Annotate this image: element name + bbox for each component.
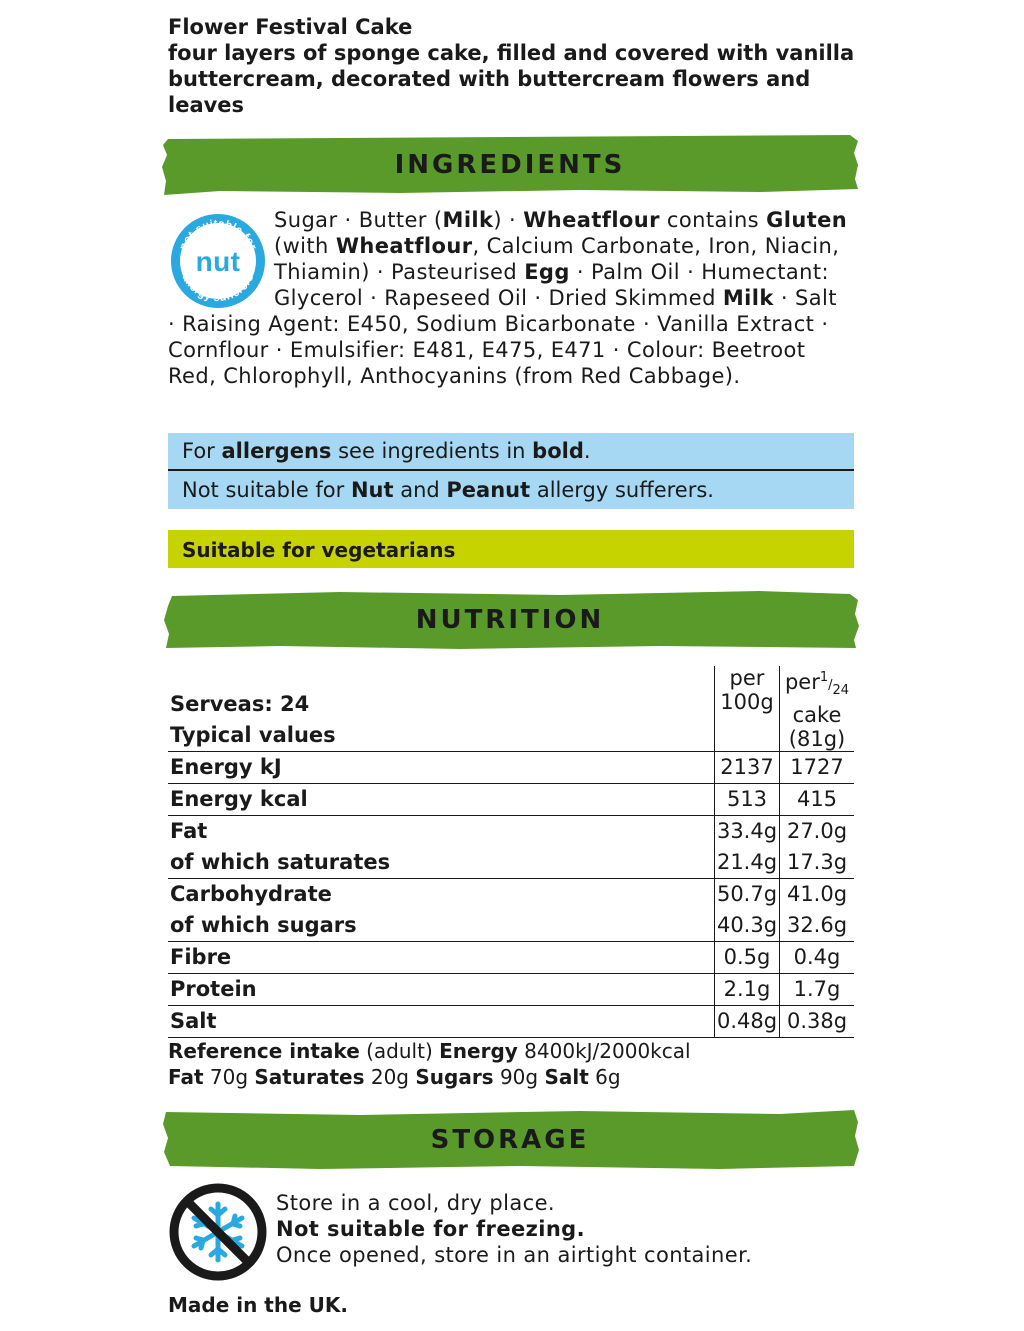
nutrition-row xyxy=(168,879,854,911)
storage-line: Once opened, store in an airtight container. xyxy=(276,1243,753,1267)
per-serving-value: 17.3g xyxy=(780,847,855,879)
per100-value: 21.4g xyxy=(715,847,780,879)
per-serving-value: 1727 xyxy=(780,752,855,784)
per100-value: 513 xyxy=(715,784,780,816)
ingredients-list xyxy=(168,207,848,389)
per100-value: 33.4g xyxy=(715,816,780,848)
nutrition-header-row xyxy=(168,666,854,752)
allergen-info-box: For allergens see ingredients in bold. xyxy=(168,433,854,469)
per-serving-value: 32.6g xyxy=(780,910,855,942)
reference-intake: Reference intake (adult) Energy 8400kJ/2000kcal Fat 70g Saturates 20g Sugars 90g Salt 6g xyxy=(168,1039,691,1089)
nutrition-row xyxy=(168,847,854,879)
allergen-wheatflour: Wheatflour xyxy=(335,234,473,258)
storage-banner xyxy=(160,1110,860,1170)
storage-heading: STORAGE xyxy=(430,1125,590,1155)
nutrient-label: Salt xyxy=(168,1006,715,1038)
allergen-egg: Egg xyxy=(524,260,570,284)
per-serving-header: $per^1/_{24}$ cake (81g) xyxy=(780,666,855,752)
nutrient-label: Energy kJ xyxy=(168,752,715,784)
nut-not-suitable-icon xyxy=(168,211,268,311)
nutrition-table xyxy=(168,666,854,1038)
per100-header: per 100g xyxy=(715,666,780,752)
ingredient-text: contains xyxy=(659,208,767,232)
nutrient-label: of which saturates xyxy=(168,847,715,879)
typical-values-label: Typical values xyxy=(170,723,336,748)
nutrient-label: Carbohydrate xyxy=(170,882,332,907)
badge-center-text: nut xyxy=(195,246,241,277)
per100-value: 40.3g xyxy=(715,910,780,942)
nutrition-row xyxy=(168,1006,854,1038)
allergen-milk: Milk xyxy=(722,286,774,310)
per100-value: 50.7g xyxy=(715,879,780,911)
ingredient-text: (with xyxy=(274,234,336,258)
per-serving-value: 27.0g xyxy=(780,816,855,848)
storage-instructions xyxy=(276,1190,876,1268)
per-serving-value: 0.4g xyxy=(780,942,855,974)
nutrition-header-label xyxy=(168,666,715,752)
per-serving-value: 41.0g xyxy=(780,879,855,911)
allergen-wheatflour: Wheatflour xyxy=(523,208,660,232)
nutrient-label: Energy kcal xyxy=(168,784,715,816)
nutrition-row xyxy=(168,942,854,974)
per-serving-value: 0.38g xyxy=(780,1006,855,1038)
product-title-block xyxy=(168,14,868,118)
nutrition-row xyxy=(168,784,854,816)
freezing-warning: Not suitable for freezing. xyxy=(276,1217,585,1241)
per100-value: 2137 xyxy=(715,752,780,784)
vegetarian-badge: Suitable for vegetarians xyxy=(168,530,854,568)
ingredient-text: · Palm Oil · Humectant: Glycerol · Rapeseed Oil · Dried Skimmed xyxy=(274,260,829,310)
per100-value: 2.1g xyxy=(715,974,780,1006)
nutrition-row xyxy=(168,910,854,942)
per100-value: 0.48g xyxy=(715,1006,780,1038)
ingredients-heading: INGREDIENTS xyxy=(394,150,626,180)
nutrient-label: Protein xyxy=(168,974,715,1006)
nutrition-row xyxy=(168,816,854,848)
nutrition-row xyxy=(168,974,854,1006)
product-description: four layers of sponge cake, filled and covered with vanilla buttercream, decorated with buttercream flowers and leaves xyxy=(168,41,855,117)
nutrient-label: Fat xyxy=(170,819,208,844)
allergen-gluten: Gluten xyxy=(766,208,848,232)
per100-value: 0.5g xyxy=(715,942,780,974)
product-name: Flower Festival Cake xyxy=(168,15,413,39)
nutrient-label: of which sugars xyxy=(168,910,715,942)
badge-bottom-text: allergy sufferers xyxy=(179,272,257,305)
per-serving-value: 1.7g xyxy=(780,974,855,1006)
ingredient-text: · Salt · Raising Agent: E450, Sodium Bicarbonate · Vanilla Extract · Cornflour · Emulsifier: E481, E475, E471 · Colour: Beetroot Red, Chlorophyll, Anthocyanins (from Red Cabbage). xyxy=(168,286,837,388)
allergen-milk: Milk xyxy=(442,208,494,232)
nut-warning-box: Not suitable for Nut and Peanut allergy sufferers. xyxy=(168,471,854,509)
ingredient-text: ) · xyxy=(493,208,524,232)
ingredients-banner xyxy=(160,135,860,195)
no-freezing-icon xyxy=(168,1182,268,1282)
ingredient-text: , Calcium Carbonate, Iron, Niacin, Thiamin) · Pasteurised xyxy=(274,234,840,284)
country-of-origin: Made in the UK. xyxy=(168,1293,348,1317)
storage-line: Store in a cool, dry place. xyxy=(276,1191,556,1215)
nutrient-label: Fibre xyxy=(168,942,715,974)
per-serving-value: 415 xyxy=(780,784,855,816)
ingredient-text: Sugar · Butter ( xyxy=(274,208,443,232)
nutrition-row xyxy=(168,752,854,784)
nutrition-banner xyxy=(160,590,860,650)
nutrition-heading: NUTRITION xyxy=(415,605,605,635)
badge-top-text: not suitable for xyxy=(177,217,259,252)
serves-label: Serveas: 24 xyxy=(170,692,310,717)
